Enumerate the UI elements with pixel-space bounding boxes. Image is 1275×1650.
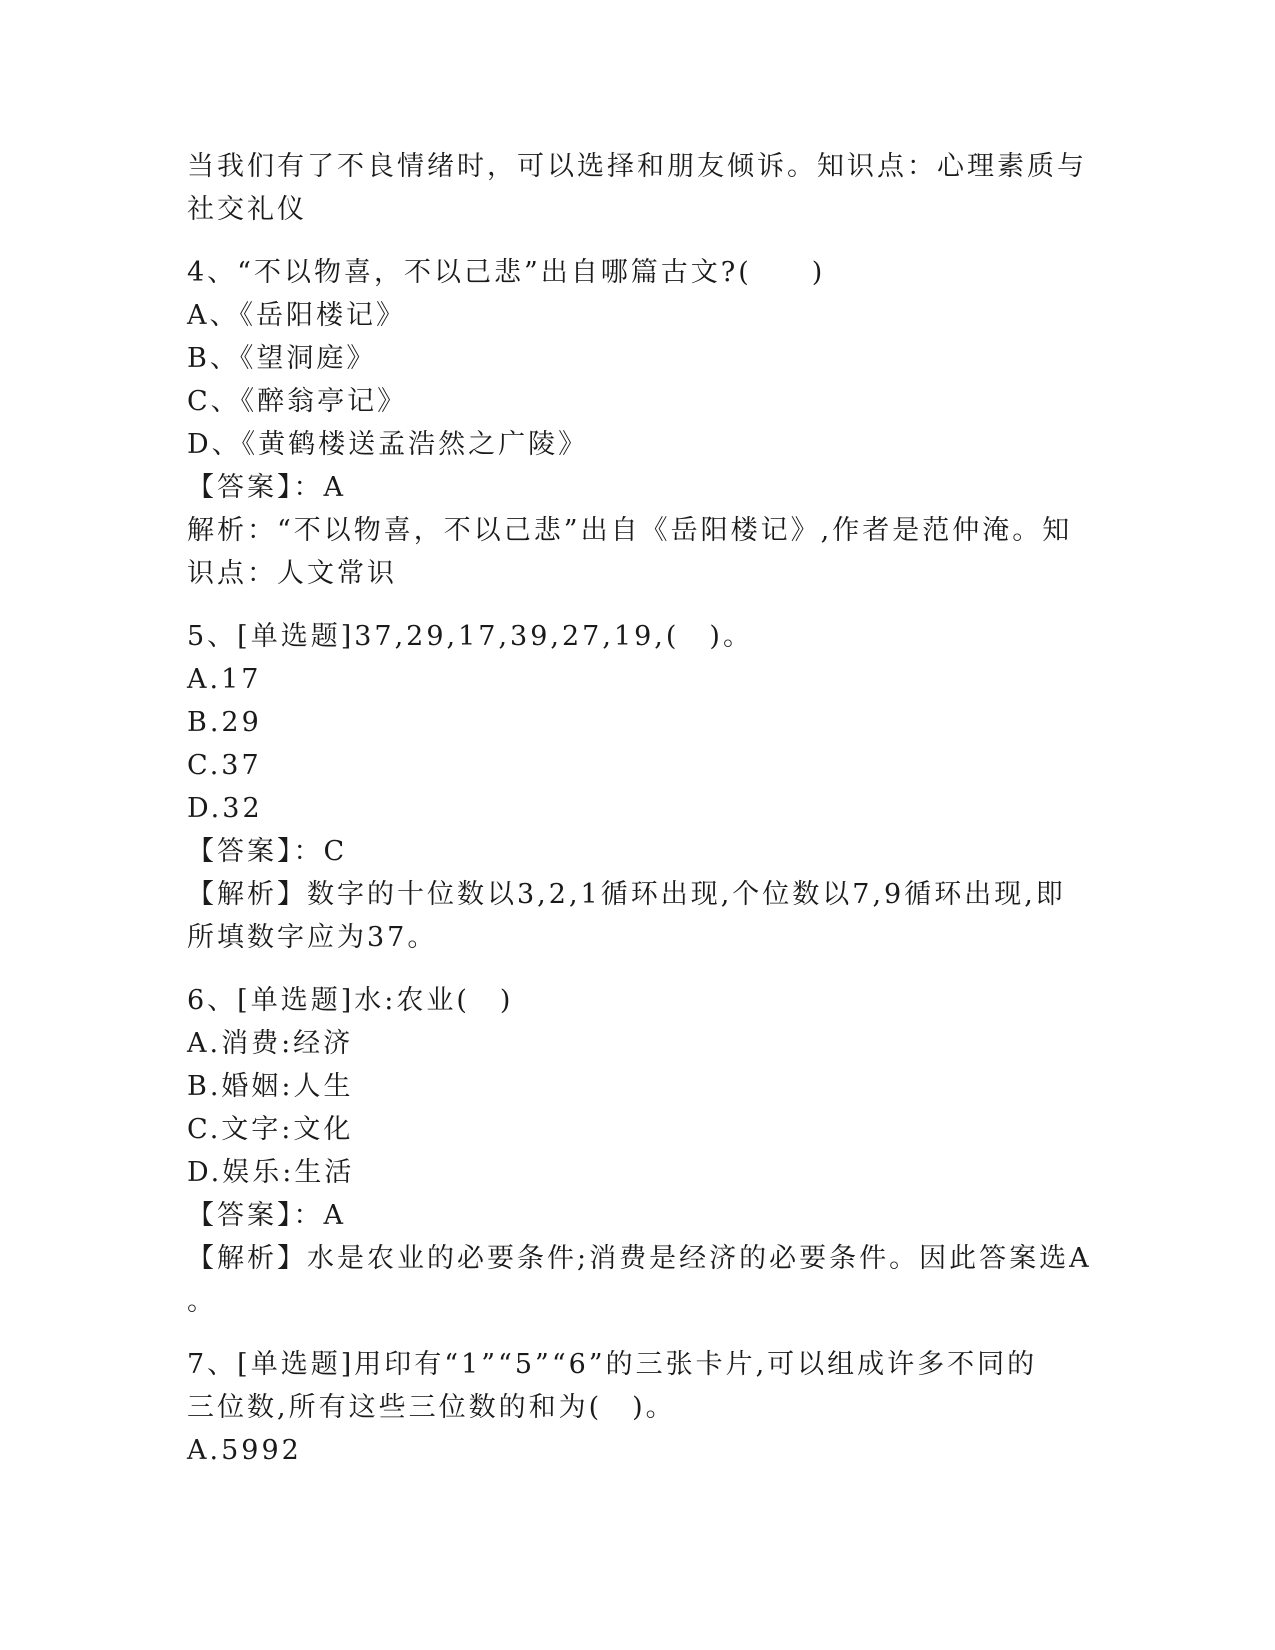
question-text: 7、[单选题]用印有“1”“5”“6”的三张卡片,可以组成许多不同的 bbox=[187, 1349, 1038, 1380]
option-b: B.29 bbox=[187, 707, 262, 738]
answer: 【答案】：A bbox=[187, 472, 346, 503]
question-5 bbox=[187, 615, 1087, 959]
option-a: A.5992 bbox=[187, 1435, 302, 1466]
option-c: C.文字:文化 bbox=[187, 1114, 354, 1145]
spacer bbox=[187, 231, 1087, 251]
option-b: B.婚姻:人生 bbox=[187, 1071, 354, 1102]
intro-line: 社交礼仪 bbox=[187, 194, 307, 225]
analysis-line: 。 bbox=[187, 1286, 217, 1317]
analysis-line: 【解析】数字的十位数以3,2,1循环出现,个位数以7,9循环出现,即 bbox=[187, 879, 1066, 910]
option-a: A、《岳阳楼记》 bbox=[187, 300, 406, 331]
analysis-line: 【解析】水是农业的必要条件;消费是经济的必要条件。因此答案选A bbox=[187, 1243, 1092, 1274]
document-content bbox=[187, 145, 1092, 1472]
option-d: D.娱乐:生活 bbox=[187, 1157, 355, 1188]
option-b: B、《望洞庭》 bbox=[187, 343, 377, 374]
analysis-line: 识点：人文常识 bbox=[187, 558, 397, 589]
answer: 【答案】：C bbox=[187, 836, 348, 867]
option-c: C、《醉翁亭记》 bbox=[187, 386, 408, 417]
answer: 【答案】：A bbox=[187, 1200, 346, 1231]
question-text: 三位数,所有这些三位数的和为( )。 bbox=[187, 1392, 676, 1423]
spacer bbox=[187, 595, 1087, 615]
spacer bbox=[187, 959, 1087, 979]
question-text: 6、[单选题]水:农业( ) bbox=[187, 985, 514, 1016]
option-a: A.消费:经济 bbox=[187, 1028, 354, 1059]
analysis-line: 解析：“不以物喜，不以己悲”出自《岳阳楼记》,作者是范仲淹。知 bbox=[187, 515, 1073, 546]
option-c: C.37 bbox=[187, 750, 262, 781]
option-a: A.17 bbox=[187, 664, 262, 695]
intro-line: 当我们有了不良情绪时，可以选择和朋友倾诉。知识点：心理素质与 bbox=[187, 151, 1087, 182]
analysis-line: 所填数字应为37。 bbox=[187, 922, 438, 953]
question-7 bbox=[187, 1343, 1087, 1472]
question-text: 4、“不以物喜，不以己悲”出自哪篇古文?( ) bbox=[187, 257, 826, 288]
question-6 bbox=[187, 979, 1092, 1323]
option-d: D.32 bbox=[187, 793, 263, 824]
question-4 bbox=[187, 251, 1087, 595]
spacer bbox=[187, 1323, 1087, 1343]
option-d: D、《黄鹤楼送孟浩然之广陵》 bbox=[187, 429, 589, 460]
intro-paragraph bbox=[187, 145, 1087, 231]
question-text: 5、[单选题]37,29,17,39,27,19,( )。 bbox=[187, 621, 753, 652]
